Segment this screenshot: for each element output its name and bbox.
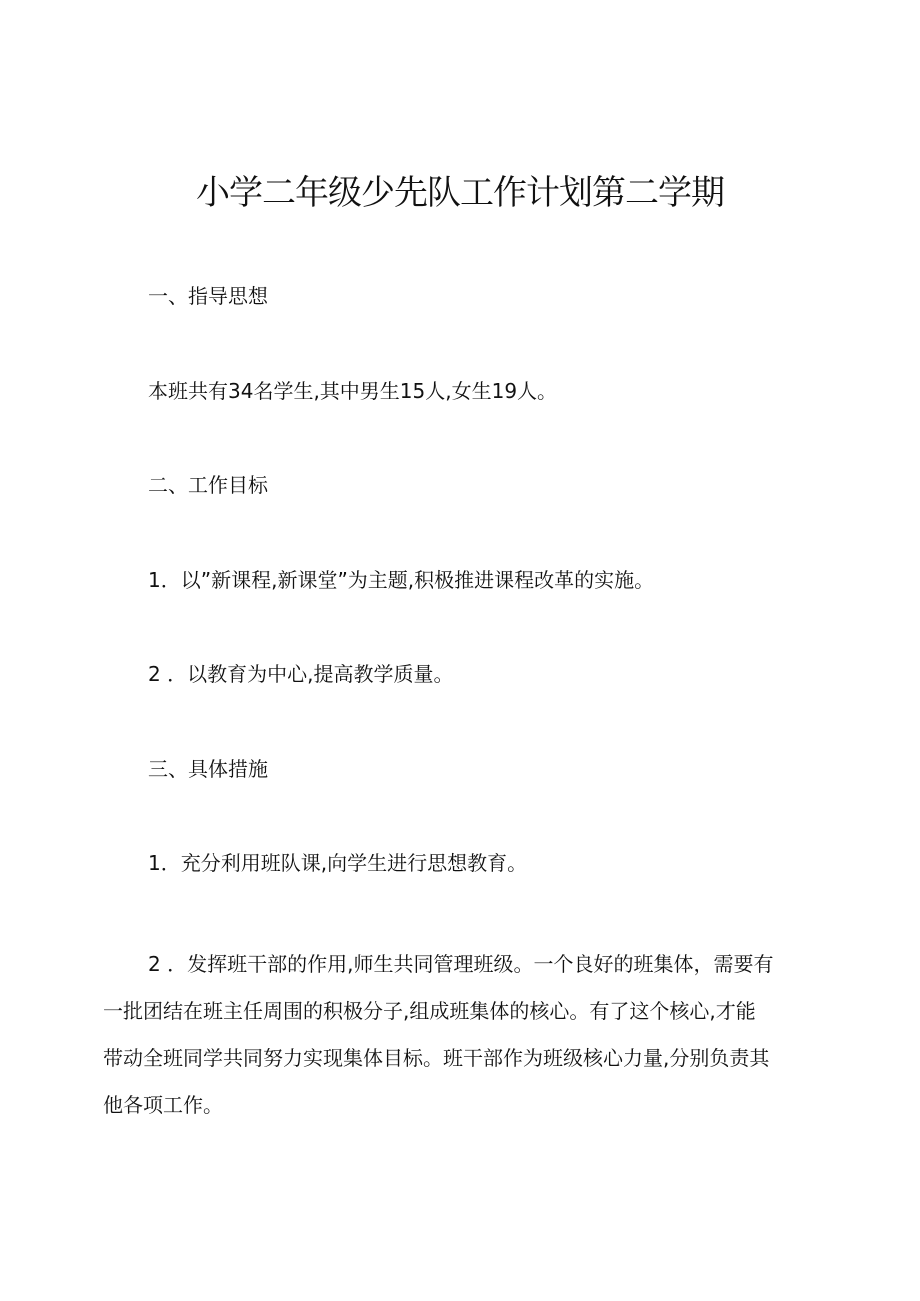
measure-item-2-line-1: 2 ．发挥班干部的作用,师生共同管理班级。一个良好的班集体，需要有 xyxy=(148,952,774,976)
section-heading-guiding-ideology: 一、指导思想 xyxy=(148,284,268,308)
class-info-text: 本班共有34名学生,其中男生15人,女生19人。 xyxy=(148,379,558,403)
measure-item-2-paragraph xyxy=(103,941,833,1129)
goal-item-1: 1．以”新课程,新课堂”为主题,积极推进课程改革的实施。 xyxy=(148,568,655,592)
measure-item-2-line-4: 他各项工作。 xyxy=(103,1093,223,1117)
document-title: 小学二年级少先队工作计划第二学期 xyxy=(196,173,724,213)
measure-item-2-line-3: 带动全班同学共同努力实现集体目标。班干部作为班级核心力量,分别负责其 xyxy=(103,1046,770,1070)
section-heading-work-goals: 二、工作目标 xyxy=(148,473,268,497)
measure-item-1: 1．充分利用班队课,向学生进行思想教育。 xyxy=(148,851,528,875)
measure-item-2-line-2: 一批团结在班主任周围的积极分子,组成班集体的核心。有了这个核心,才能 xyxy=(103,999,756,1023)
goal-item-2: 2 ．以教育为中心,提高教学质量。 xyxy=(148,662,454,686)
section-heading-measures: 三、具体措施 xyxy=(148,757,268,781)
